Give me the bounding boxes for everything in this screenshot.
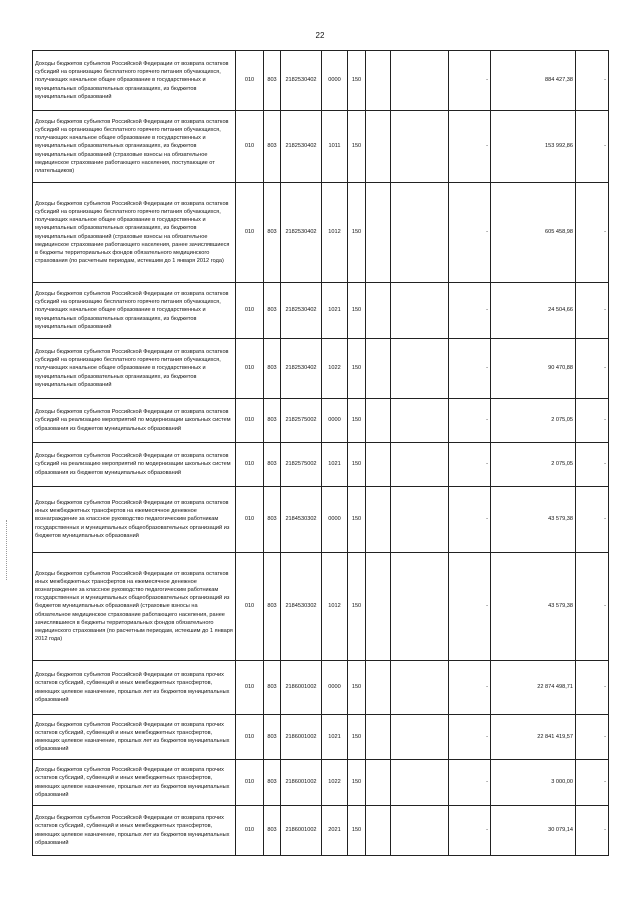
table-row [33,399,609,443]
row-col-c: - [449,399,491,443]
row-code-chief: 803 [264,399,281,443]
row-code-chief: 803 [264,183,281,283]
row-col-c: - [449,283,491,339]
row-code-kbk: 2184530302 [281,487,322,553]
row-code-admin: 010 [236,111,264,183]
row-last: - [576,760,609,806]
row-code-admin: 010 [236,661,264,715]
table-row [33,443,609,487]
row-col-c: - [449,51,491,111]
row-code-sub: 1021 [322,283,348,339]
row-code-sub: 1021 [322,715,348,760]
row-last: - [576,283,609,339]
row-code-kbk: 2182575002 [281,399,322,443]
row-code-admin: 010 [236,553,264,661]
row-code-admin: 010 [236,51,264,111]
row-col-a [366,661,391,715]
row-code-kbk: 2186001002 [281,715,322,760]
row-last: - [576,339,609,399]
row-col-b [391,715,449,760]
table-row [33,661,609,715]
row-code-kosgu: 150 [348,715,366,760]
row-code-kosgu: 150 [348,283,366,339]
row-col-a [366,111,391,183]
row-code-chief: 803 [264,661,281,715]
row-description: Доходы бюджетов субъектов Российской Федерации от возврата прочих остатков субсидий, субвенций и иных межбюджетных трансфертов, имеющих целевое назначение, прошлых лет из бюджетов муниципальных образований [33,661,236,715]
row-code-kosgu: 150 [348,111,366,183]
row-col-b [391,399,449,443]
table-row [33,487,609,553]
table-row [33,283,609,339]
report-table [32,50,609,856]
row-amount: 43 579,38 [491,553,576,661]
row-col-a [366,443,391,487]
row-amount: 3 000,00 [491,760,576,806]
row-code-kosgu: 150 [348,183,366,283]
row-description: Доходы бюджетов субъектов Российской Федерации от возврата остатков субсидий на реализацию мероприятий по модернизации школьных систем образования из бюджетов муниципальных образований [33,399,236,443]
table-row [33,806,609,856]
row-code-sub: 1012 [322,553,348,661]
table-row [33,183,609,283]
table-row [33,339,609,399]
row-code-chief: 803 [264,443,281,487]
row-code-chief: 803 [264,111,281,183]
row-col-b [391,111,449,183]
row-description: Доходы бюджетов субъектов Российской Федерации от возврата остатков субсидий на организацию бесплатного горячего питания обучающихся, получающих начальное общее образование в государственных и муниципальных образовательных организациях, из бюджетов муниципальных образований [33,51,236,111]
row-col-b [391,760,449,806]
page-number: 22 [315,31,325,40]
row-code-chief: 803 [264,553,281,661]
row-last: - [576,806,609,856]
row-col-c: - [449,487,491,553]
row-description: Доходы бюджетов субъектов Российской Федерации от возврата остатков субсидий на организацию бесплатного горячего питания обучающихся, получающих начальное общее образование в государственных и муниципальных образовательных организациях, из бюджетов муниципальных образований [33,283,236,339]
row-amount: 884 427,38 [491,51,576,111]
row-amount: 90 470,88 [491,339,576,399]
row-code-sub: 1021 [322,443,348,487]
row-code-sub: 1022 [322,339,348,399]
row-last: - [576,487,609,553]
row-code-sub: 2021 [322,806,348,856]
row-col-c: - [449,339,491,399]
row-col-b [391,661,449,715]
row-code-chief: 803 [264,51,281,111]
row-code-kbk: 2182530402 [281,283,322,339]
row-col-a [366,283,391,339]
row-code-admin: 010 [236,183,264,283]
row-description: Доходы бюджетов субъектов Российской Федерации от возврата остатков субсидий на реализацию мероприятий по модернизации школьных систем образования из бюджетов муниципальных образований [33,443,236,487]
row-code-sub: 1022 [322,760,348,806]
row-last: - [576,443,609,487]
row-code-sub: 0000 [322,51,348,111]
row-code-admin: 010 [236,806,264,856]
row-col-a [366,399,391,443]
row-col-a [366,183,391,283]
row-col-c: - [449,806,491,856]
row-last: - [576,51,609,111]
row-description: Доходы бюджетов субъектов Российской Федерации от возврата остатков иных межбюджетных трансфертов на ежемесячное денежное вознаграждение за классное руководство педагогическим работникам государственных и муниципальных общеобразовательных организаций из бюджетов муниципальных образований [33,487,236,553]
row-code-chief: 803 [264,760,281,806]
row-description: Доходы бюджетов субъектов Российской Федерации от возврата прочих остатков субсидий, субвенций и иных межбюджетных трансфертов, имеющих целевое назначение, прошлых лет из бюджетов муниципальных образований [33,806,236,856]
row-code-sub: 1011 [322,111,348,183]
row-code-chief: 803 [264,715,281,760]
row-last: - [576,111,609,183]
row-amount: 22 874 498,71 [491,661,576,715]
row-code-chief: 803 [264,806,281,856]
row-amount: 2 075,05 [491,443,576,487]
row-code-admin: 010 [236,443,264,487]
table-row [33,760,609,806]
row-code-kbk: 2182530402 [281,183,322,283]
row-amount: 30 079,14 [491,806,576,856]
row-amount: 605 458,98 [491,183,576,283]
row-col-c: - [449,661,491,715]
row-col-c: - [449,760,491,806]
row-description: Доходы бюджетов субъектов Российской Федерации от возврата остатков субсидий на организацию бесплатного горячего питания обучающихся, получающих начальное общее образование в государственных и муниципальных образовательных организациях, из бюджетов муниципальных образований [33,339,236,399]
row-code-kosgu: 150 [348,443,366,487]
table-row [33,715,609,760]
row-col-a [366,339,391,399]
row-amount: 153 992,86 [491,111,576,183]
row-last: - [576,553,609,661]
row-col-b [391,487,449,553]
row-col-c: - [449,443,491,487]
table-row [33,111,609,183]
row-code-kbk: 2186001002 [281,661,322,715]
row-code-admin: 010 [236,487,264,553]
row-code-chief: 803 [264,487,281,553]
row-code-kbk: 2182530402 [281,339,322,399]
row-code-kosgu: 150 [348,806,366,856]
row-code-kbk: 2186001002 [281,760,322,806]
row-col-b [391,51,449,111]
row-last: - [576,399,609,443]
row-code-admin: 010 [236,715,264,760]
row-code-kbk: 2186001002 [281,806,322,856]
row-code-kosgu: 150 [348,339,366,399]
row-col-c: - [449,715,491,760]
row-col-b [391,443,449,487]
table-body [33,51,609,856]
table-row [33,51,609,111]
row-description: Доходы бюджетов субъектов Российской Федерации от возврата прочих остатков субсидий, субвенций и иных межбюджетных трансфертов, имеющих целевое назначение, прошлых лет из бюджетов муниципальных образований [33,760,236,806]
table-row [33,553,609,661]
row-code-kosgu: 150 [348,661,366,715]
row-col-c: - [449,111,491,183]
row-code-admin: 010 [236,283,264,339]
row-col-b [391,283,449,339]
row-code-kbk: 2182530402 [281,111,322,183]
row-code-kbk: 2184530302 [281,553,322,661]
row-col-b [391,553,449,661]
row-code-admin: 010 [236,339,264,399]
row-col-c: - [449,553,491,661]
row-last: - [576,661,609,715]
row-col-a [366,760,391,806]
row-last: - [576,183,609,283]
row-col-a [366,806,391,856]
row-code-kbk: 2182575002 [281,443,322,487]
row-col-b [391,183,449,283]
row-code-kosgu: 150 [348,553,366,661]
margin-scan-mark [6,520,8,580]
row-col-b [391,339,449,399]
row-amount: 22 841 419,57 [491,715,576,760]
row-col-a [366,715,391,760]
row-code-chief: 803 [264,283,281,339]
row-description: Доходы бюджетов субъектов Российской Федерации от возврата остатков субсидий на организацию бесплатного горячего питания обучающихся, получающих начальное общее образование в государственных и муниципальных образовательных организациях, из бюджетов муниципальных образований (страховые взносы на обязательное медицинское страхование работающего населения, ранее зачислявшиеся в бюджеты территориальных фондов обязательного медицинского страхования (по расчетным периодам, истекшим до 1 января 2012 года) [33,183,236,283]
row-description: Доходы бюджетов субъектов Российской Федерации от возврата остатков субсидий на организацию бесплатного горячего питания обучающихся, получающих начальное общее образование в государственных и муниципальных образовательных организациях, из бюджетов муниципальных образований (страховые взносы на обязательное медицинское страхование работающего населения, поступающие от плательщиков) [33,111,236,183]
row-code-kosgu: 150 [348,487,366,553]
row-description: Доходы бюджетов субъектов Российской Федерации от возврата прочих остатков субсидий, субвенций и иных межбюджетных трансфертов, имеющих целевое назначение, прошлых лет из бюджетов муниципальных образований [33,715,236,760]
row-col-a [366,51,391,111]
row-code-kosgu: 150 [348,399,366,443]
row-col-a [366,553,391,661]
row-code-kosgu: 150 [348,760,366,806]
row-code-chief: 803 [264,339,281,399]
row-col-b [391,806,449,856]
row-code-sub: 0000 [322,399,348,443]
row-amount: 2 075,05 [491,399,576,443]
row-code-kbk: 2182530402 [281,51,322,111]
row-amount: 43 579,38 [491,487,576,553]
row-col-a [366,487,391,553]
row-code-sub: 0000 [322,661,348,715]
row-last: - [576,715,609,760]
row-amount: 24 504,66 [491,283,576,339]
row-code-admin: 010 [236,760,264,806]
row-col-c: - [449,183,491,283]
row-description: Доходы бюджетов субъектов Российской Федерации от возврата остатков иных межбюджетных трансфертов на ежемесячное денежное вознаграждение за классное руководство педагогическим работникам государственных и муниципальных общеобразовательных организаций из бюджетов муниципальных образований (страховые взносы на обязательное медицинское страхование работающего населения, ранее зачислявшиеся в бюджеты территориальных фондов обязательного медицинского страхования (по расчетным периодам, истекшим до 1 января 2012 года) [33,553,236,661]
row-code-admin: 010 [236,399,264,443]
row-code-kosgu: 150 [348,51,366,111]
row-code-sub: 0000 [322,487,348,553]
row-code-sub: 1012 [322,183,348,283]
